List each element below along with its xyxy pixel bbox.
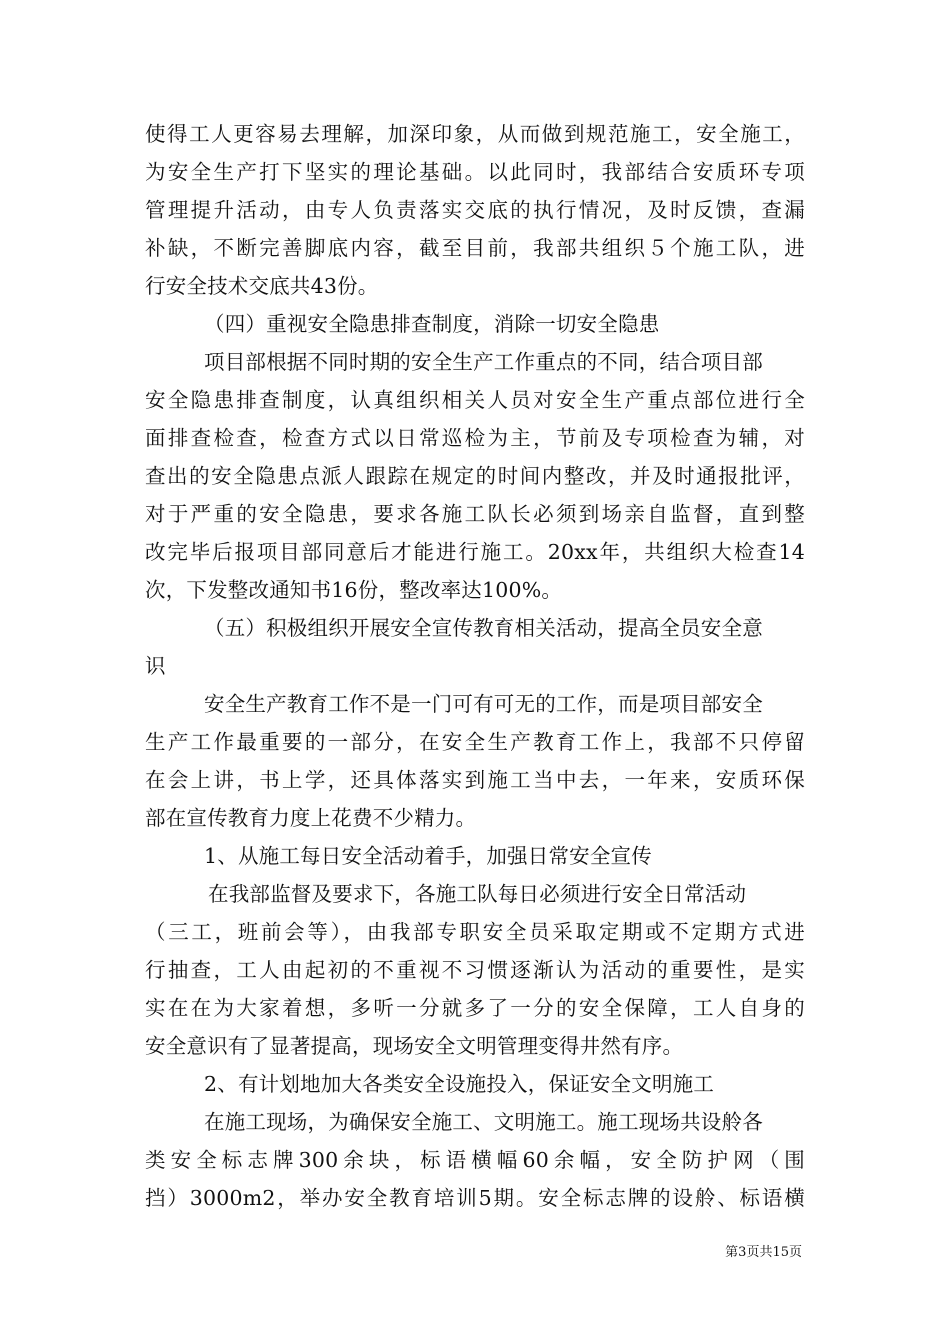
subsection-heading: 1、从施工每日安全活动着手，加强日常安全宣传 xyxy=(204,844,652,868)
paragraph-first-line: 在我部监督及要求下，各施工队每日必须进行安全日常活动 xyxy=(208,882,747,906)
text-line: 类安全标志牌300余块，标语横幅60余幅，安全防护网（围 xyxy=(145,1148,805,1172)
text-line: 实在在为大家着想，多听一分就多了一分的安全保障，工人自身的 xyxy=(145,996,805,1020)
section-heading: （四）重视安全隐患排查制度，消除一切安全隐患 xyxy=(204,312,660,336)
paragraph-first-line: 项目部根据不同时期的安全生产工作重点的不同，结合项目部 xyxy=(204,350,763,374)
text-line: 行抽查，工人由起初的不重视不习惯逐渐认为活动的重要性，是实 xyxy=(145,958,805,982)
text-line: 补缺，不断完善脚底内容，截至目前，我部共组织５个施工队，进 xyxy=(145,236,805,260)
subsection-heading: 2、有计划地加大各类安全设施投入，保证安全文明施工 xyxy=(204,1072,715,1096)
text-line: 对于严重的安全隐患，要求各施工队长必须到场亲自监督，直到整 xyxy=(145,502,805,526)
text-line: 安全意识有了显著提高，现场安全文明管理变得井然有序。 xyxy=(145,1034,684,1058)
text-line: （三工，班前会等），由我部专职安全员采取定期或不定期方式进 xyxy=(145,920,805,944)
text-line: 在会上讲，书上学，还具体落实到施工当中去，一年来，安质环保 xyxy=(145,768,805,792)
text-line: 次，下发整改通知书16份，整改率达100%。 xyxy=(145,578,563,602)
text-line: 部在宣传教育力度上花费不少精力。 xyxy=(145,806,477,830)
text-line: 行安全技术交底共43份。 xyxy=(145,274,379,298)
section-heading: （五）积极组织开展安全宣传教育相关活动，提高全员安全意 xyxy=(204,616,763,640)
text-line: 挡）3000m2，举办安全教育培训5期。安全标志牌的设舲、标语横 xyxy=(145,1186,805,1210)
text-line: 查出的安全隐患点派人跟踪在规定的时间内整改，并及时通报批评， xyxy=(145,464,805,488)
text-line: 使得工人更容易去理解，加深印象，从而做到规范施工，安全施工， xyxy=(145,122,805,146)
text-line: 为安全生产打下坚实的理论基础。以此同时，我部结合安质环专项 xyxy=(145,160,805,184)
text-line: 改完毕后报项目部同意后才能进行施工。20xx年，共组织大检查14 xyxy=(145,540,805,564)
page-number: 第3页共15页 xyxy=(725,1245,802,1260)
text-line: 管理提升活动，由专人负责落实交底的执行情况，及时反馈，查漏 xyxy=(145,198,805,222)
paragraph-first-line: 在施工现场，为确保安全施工、文明施工。施工现场共设舲各 xyxy=(204,1110,763,1134)
paragraph-first-line: 安全生产教育工作不是一门可有可无的工作，而是项目部安全 xyxy=(204,692,763,716)
text-line: 安全隐患排查制度，认真组织相关人员对安全生产重点部位进行全 xyxy=(145,388,805,412)
text-line: 生产工作最重要的一部分，在安全生产教育工作上，我部不只停留 xyxy=(145,730,805,754)
text-line: 面排查检查，检查方式以日常巡检为主，节前及专项检查为辅，对 xyxy=(145,426,805,450)
section-heading-wrap: 识 xyxy=(145,654,166,678)
